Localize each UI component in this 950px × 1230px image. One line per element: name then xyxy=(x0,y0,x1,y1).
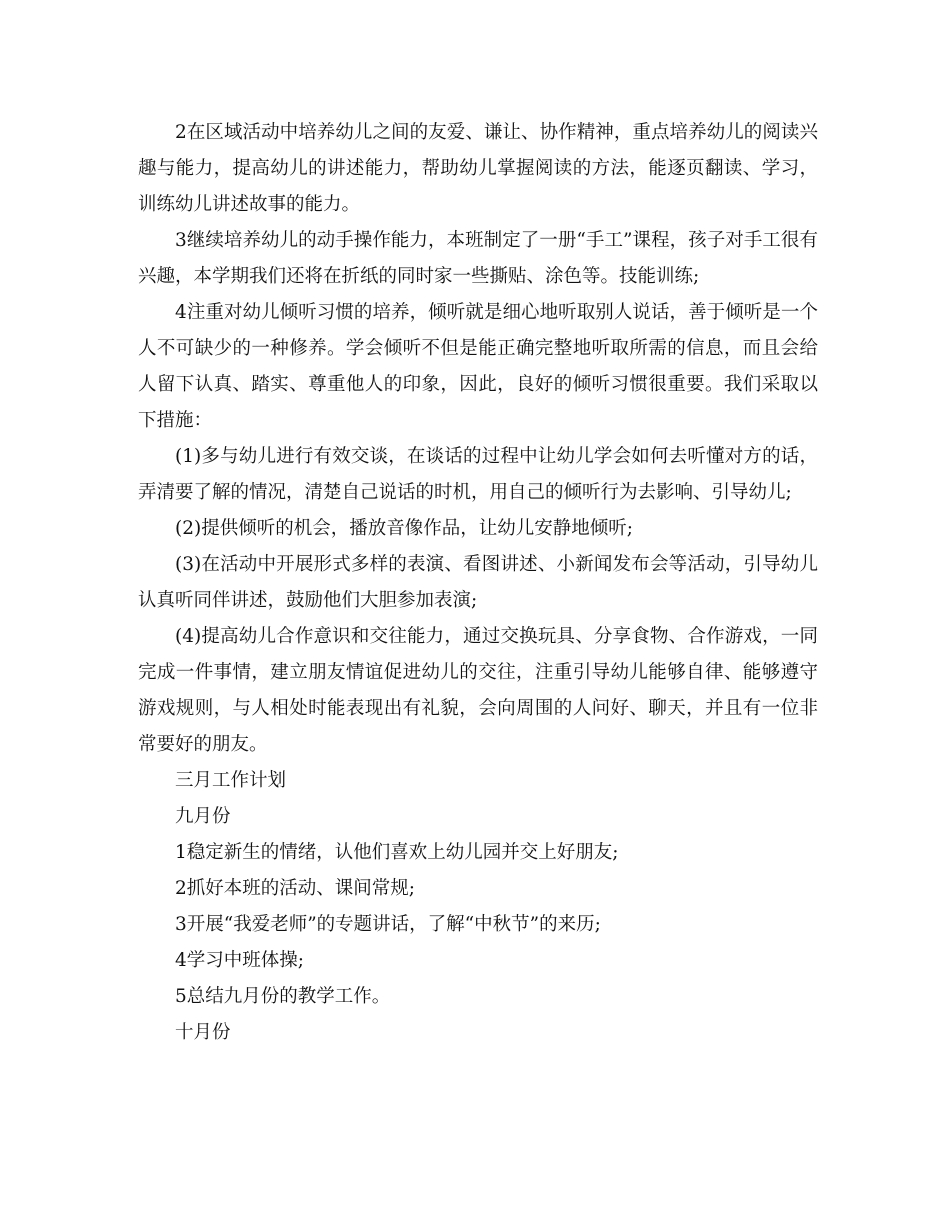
paragraph-measure-1: (1)多与幼儿进行有效交谈，在谈话的过程中让幼儿学会如何去听懂对方的话，弄清要了解的情况，清楚自己说话的时机，用自己的倾听行为去影响、引导幼儿; xyxy=(138,446,818,503)
month-heading-october: 十月份 xyxy=(175,1022,231,1043)
paragraph-reading-interest: 2在区域活动中培养幼儿之间的友爱、谦让、协作精神，重点培养幼儿的阅读兴趣与能力，提高幼儿的讲述能力，帮助幼儿掌握阅读的方法，能逐页翻读、学习，训练幼儿讲述故事的能力。 xyxy=(138,122,818,215)
paragraph-measure-4: (4)提高幼儿合作意识和交往能力，通过交换玩具、分享食物、合作游戏，一同完成一件事情，建立朋友情谊促进幼儿的交往，注重引导幼儿能够自律、能够遵守游戏规则，与人相处时能表现出有礼貌，会向周围的人问好、聊天，并且有一位非常要好的朋友。 xyxy=(138,626,818,755)
list-item-september-5: 5总结九月份的教学工作。 xyxy=(175,986,391,1007)
section-heading-monthly-plan: 三月工作计划 xyxy=(175,770,287,791)
list-item-september-4: 4学习中班体操; xyxy=(175,950,305,971)
list-item-september-1: 1稳定新生的情绪，认他们喜欢上幼儿园并交上好朋友; xyxy=(175,842,619,863)
paragraph-measure-3: (3)在活动中开展形式多样的表演、看图讲述、小新闻发布会等活动，引导幼儿认真听同伴讲述，鼓励他们大胆参加表演; xyxy=(138,554,818,611)
month-heading-september: 九月份 xyxy=(175,806,231,827)
document-body xyxy=(138,115,818,1051)
paragraph-handcraft: 3继续培养幼儿的动手操作能力，本班制定了一册“手工”课程，孩子对手工很有兴趣，本学期我们还将在折纸的同时家一些撕贴、涂色等。技能训练; xyxy=(138,230,818,287)
paragraph-measure-2: (2)提供倾听的机会，播放音像作品，让幼儿安静地倾听; xyxy=(175,518,633,539)
list-item-september-2: 2抓好本班的活动、课间常规; xyxy=(175,878,416,899)
list-item-september-3: 3开展“我爱老师”的专题讲话，了解“中秋节”的来历; xyxy=(175,914,601,935)
paragraph-listening-habits: 4注重对幼儿倾听习惯的培养，倾听就是细心地听取别人说话，善于倾听是一个人不可缺少的一种修养。学会倾听不但是能正确完整地听取所需的信息，而且会给人留下认真、踏实、尊重他人的印象，因此，良好的倾听习惯很重要。我们采取以下措施： xyxy=(138,302,818,431)
